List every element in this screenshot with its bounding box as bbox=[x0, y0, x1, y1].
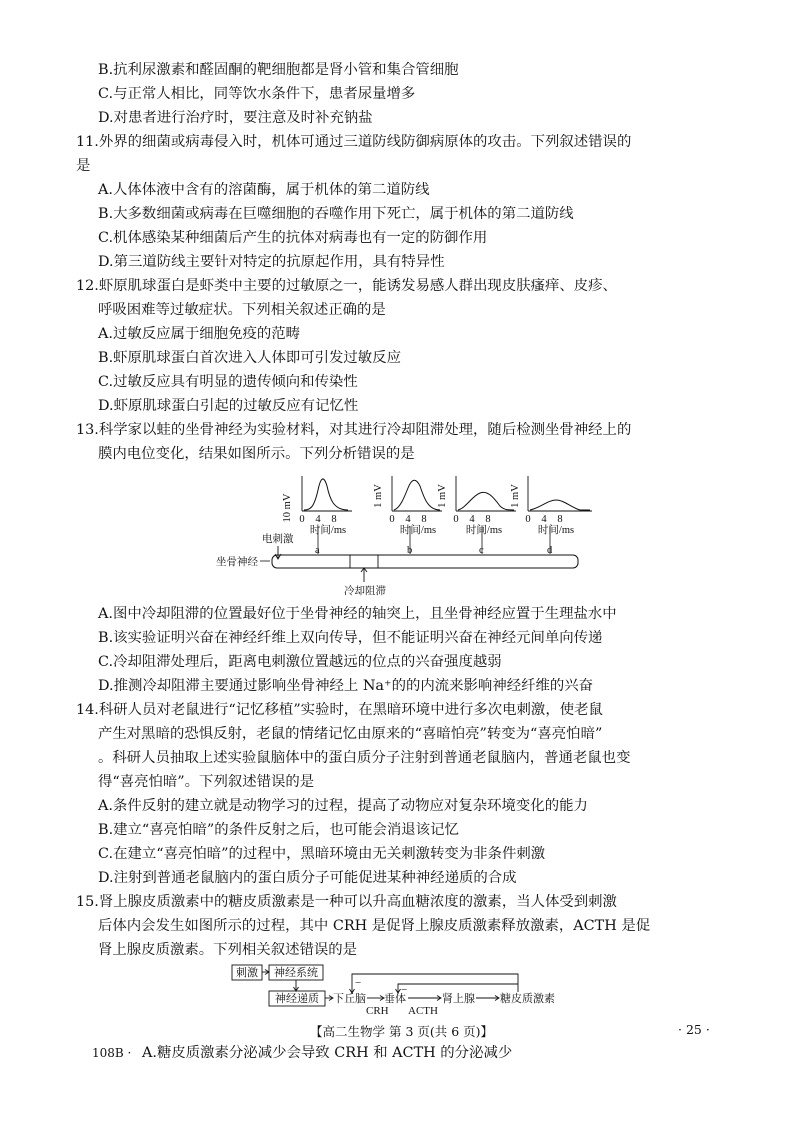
q11-option-a: A.人体体液中含有的溶菌酶，属于机体的第二道防线 bbox=[98, 182, 430, 198]
q15-stem-line2: 后体内会发生如图所示的过程，其中 CRH 是促肾上腺皮质激素释放激素，ACTH 是促 bbox=[98, 918, 651, 934]
graph-b-tick-4: 4 bbox=[405, 514, 411, 525]
crh-label: CRH bbox=[366, 1005, 389, 1017]
q14-option-a: A.条件反射的建立就是动物学习的过程，提高了动物应对复杂环境变化的能力 bbox=[98, 798, 588, 814]
q15-option-a: A.糖皮质激素分泌减少会导致 CRH 和 ACTH 的分泌减少 bbox=[142, 1045, 513, 1061]
glucocorticoid-label: 糖皮质激素 bbox=[500, 993, 555, 1005]
q11-stem-line1: 11.外界的细菌或病毒侵入时，机体可通过三道防线防御病原体的攻击。下列叙述错误的 bbox=[76, 134, 632, 150]
q10-option-b: B.抗利尿激素和醛固酮的靶细胞都是肾小管和集合管细胞 bbox=[98, 62, 459, 78]
graph-a-tick-0: 0 bbox=[299, 514, 305, 525]
q13-option-c: C.冷却阻滞处理后，距离电刺激位置越远的位点的兴奋强度越弱 bbox=[98, 654, 502, 670]
graph-d bbox=[510, 476, 592, 536]
q11-option-d: D.第三道防线主要针对特定的抗原起作用，具有特异性 bbox=[98, 254, 445, 270]
page-code: · 25 · bbox=[678, 1022, 710, 1037]
stimulus-box: 刺激 bbox=[236, 967, 258, 979]
graph-d-xlabel: 时间/ms bbox=[537, 525, 575, 536]
q11-option-c: C.机体感染某种细菌后产生的抗体对病毒也有一定的防御作用 bbox=[98, 230, 488, 246]
point-c: c bbox=[479, 545, 484, 556]
graph-c-tick-0: 0 bbox=[453, 514, 459, 525]
point-d: d bbox=[547, 545, 553, 556]
q11-option-b: B.大多数细菌或病毒在巨噬细胞的吞噬作用下死亡，属于机体的第二道防线 bbox=[98, 206, 574, 222]
q14-stem-line4: 得“喜亮怕暗”。下列叙述错误的是 bbox=[98, 774, 315, 790]
page-footer: 【高二生物学 第 3 页(共 6 页)】 bbox=[310, 1024, 494, 1039]
hypothalamus-label: 下丘脑 bbox=[333, 993, 366, 1005]
graph-a-tick-4: 4 bbox=[315, 514, 321, 525]
graph-d-tick-8: 8 bbox=[557, 514, 563, 525]
graph-a-ylabel: 10 mV bbox=[282, 493, 293, 523]
hormone-regulation-diagram bbox=[228, 962, 578, 1018]
graph-b bbox=[373, 476, 442, 536]
q14-option-c: C.在建立“喜亮怕暗”的过程中，黑暗环境由无关刺激转变为非条件刺激 bbox=[98, 846, 546, 862]
graph-a-xlabel: 时间/ms bbox=[309, 525, 347, 536]
q10-option-d: D.对患者进行治疗时，要注意及时补充钠盐 bbox=[98, 110, 373, 126]
q10-option-c: C.与正常人相比，同等饮水条件下，患者尿量增多 bbox=[98, 86, 416, 102]
nerve-fiber bbox=[272, 555, 578, 568]
q12-option-a: A.过敏反应属于细胞免疫的范畴 bbox=[98, 326, 301, 342]
graph-d-tick-0: 0 bbox=[525, 514, 531, 525]
graph-c-ylabel: 1 mV bbox=[437, 484, 448, 508]
q13-stem-line2: 膜内电位变化，结果如图所示。下列分析错误的是 bbox=[98, 446, 415, 462]
nervous-system-box: 神经系统 bbox=[274, 967, 318, 979]
feedback-minus-2: − bbox=[401, 984, 408, 996]
graph-c-tick-8: 8 bbox=[485, 514, 491, 525]
q14-stem-line2: 产生对黑暗的恐惧反射，老鼠的情绪记忆由原来的“喜暗怕亮”转变为“喜亮怕暗” bbox=[98, 726, 603, 742]
graph-b-tick-0: 0 bbox=[389, 514, 395, 525]
q13-option-d: D.推测冷却阻滞主要通过影响坐骨神经上 Na⁺的的内流来影响神经纤维的兴奋 bbox=[98, 678, 594, 694]
graph-b-tick-8: 8 bbox=[421, 514, 427, 525]
q11-stem-line2: 是 bbox=[76, 158, 91, 174]
q12-option-c: C.过敏反应具有明显的遗传倾向和传染性 bbox=[98, 374, 358, 390]
graph-a bbox=[282, 476, 352, 536]
q12-option-d: D.虾原肌球蛋白引起的过敏反应有记忆性 bbox=[98, 398, 359, 414]
q15-stem-line3: 肾上腺皮质激素。下列相关叙述错误的是 bbox=[98, 942, 358, 958]
q12-stem-line1: 12.虾原肌球蛋白是虾类中主要的过敏原之一，能诱发易感人群出现皮肤瘙痒、皮疹、 bbox=[76, 278, 617, 294]
q13-option-b: B.该实验证明兴奋在神经纤维上双向传导，但不能证明兴奋在神经元间单向传递 bbox=[98, 630, 603, 646]
q14-stem-line1: 14.科研人员对老鼠进行“记忆移植”实验时，在黑暗环境中进行多次电刺激，使老鼠 bbox=[76, 702, 603, 718]
graph-b-ylabel: 1 mV bbox=[373, 484, 384, 508]
q14-stem-line3: 。科研人员抽取上述实验鼠脑体中的蛋白质分子注射到普通老鼠脑内，普通老鼠也变 bbox=[98, 750, 631, 766]
nerve-experiment-figure bbox=[210, 468, 600, 604]
graph-d-ylabel: 1 mV bbox=[510, 484, 521, 508]
q12-stem-line2: 呼吸困难等过敏症状。下列相关叙述正确的是 bbox=[98, 302, 386, 318]
q12-option-b: B.虾原肌球蛋白首次进入人体即可引发过敏反应 bbox=[98, 350, 401, 366]
q15-stem-line1: 15.肾上腺皮质激素中的糖皮质激素是一种可以升高血糖浓度的激素，当人体受到刺激 bbox=[76, 894, 617, 910]
feedback-minus-1: − bbox=[355, 977, 362, 989]
left-code: 108B · bbox=[92, 1046, 132, 1060]
acth-label: ACTH bbox=[408, 1005, 438, 1017]
graph-c-xlabel: 时间/ms bbox=[465, 525, 503, 536]
graph-c bbox=[437, 476, 516, 536]
adrenal-label: 肾上腺 bbox=[442, 993, 475, 1005]
q13-stem-line1: 13.科学家以蛙的坐骨神经为实验材料，对其进行冷却阻滞处理，随后检测坐骨神经上的 bbox=[76, 422, 632, 438]
graph-d-tick-4: 4 bbox=[541, 514, 547, 525]
cold-block-label: 冷却阻滞 bbox=[344, 586, 386, 597]
point-a: a bbox=[315, 545, 320, 556]
graph-c-tick-4: 4 bbox=[469, 514, 475, 525]
stim-label: 电刺激 bbox=[262, 534, 294, 545]
neurotransmitter-box: 神经递质 bbox=[275, 993, 319, 1005]
point-b: b bbox=[407, 545, 413, 556]
q14-option-b: B.建立“喜亮怕暗”的条件反射之后，也可能会消退该记忆 bbox=[98, 822, 459, 838]
graph-a-tick-8: 8 bbox=[331, 514, 337, 525]
nerve-label: 坐骨神经 bbox=[216, 557, 258, 568]
pituitary-label: 垂体 bbox=[384, 993, 406, 1005]
q14-option-d: D.注射到普通老鼠脑内的蛋白质分子可能促进某种神经递质的合成 bbox=[98, 870, 517, 886]
q13-option-a: A.图中冷却阻滞的位置最好位于坐骨神经的轴突上，且坐骨神经应置于生理盐水中 bbox=[98, 606, 617, 622]
graph-b-xlabel: 时间/ms bbox=[399, 525, 437, 536]
